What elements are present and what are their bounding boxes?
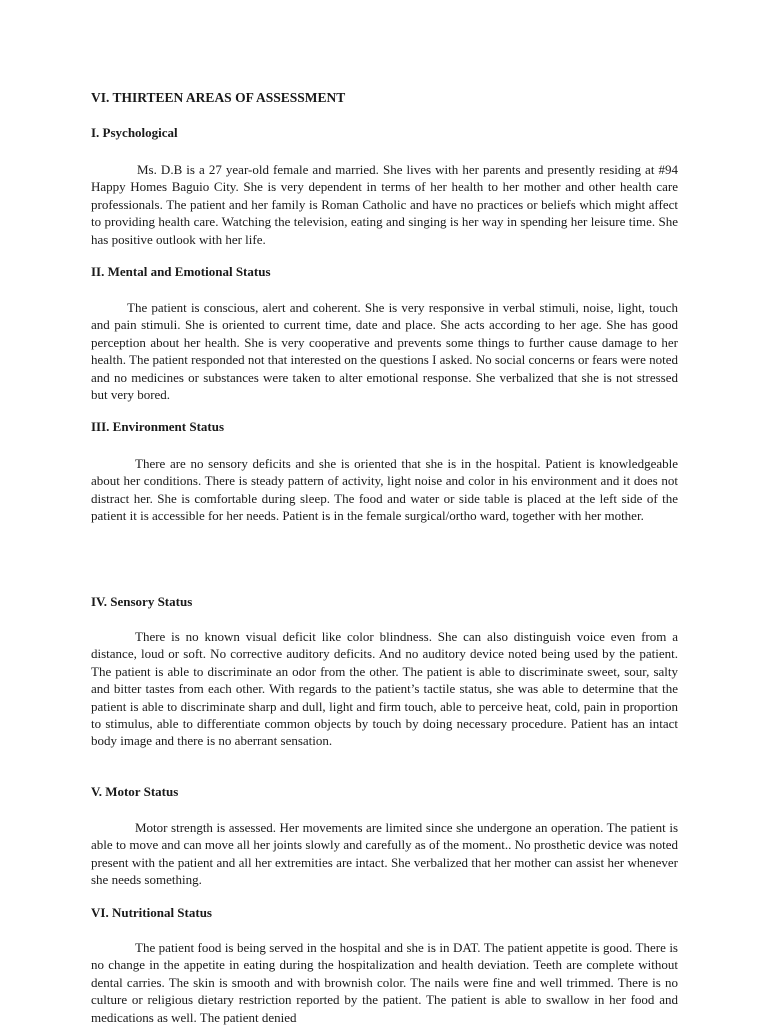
- document-title: VI. THIRTEEN AREAS OF ASSESSMENT: [91, 90, 346, 105]
- section-heading-environment: III. Environment Status: [91, 419, 225, 434]
- section-heading-nutritional: VI. Nutritional Status: [91, 905, 212, 920]
- section-heading-psychological: I. Psychological: [91, 125, 178, 140]
- section-heading-mental-emotional: II. Mental and Emotional Status: [91, 264, 271, 279]
- section-paragraph-psychological: Ms. D.B is a 27 year-old female and married. She lives with her parents and presently residing at #94 Happy Homes Baguio City. She is very dependent in terms of her health to her mother and other health care professionals. The patient and her family is Roman Catholic and have no practices or beliefs which might affect to providing health care. Watching the television, eating and singing is her way in spending her leisure time. She has positive outlook with her life.: [91, 162, 678, 247]
- section-paragraph-nutritional: The patient food is being served in the hospital and she is in DAT. The patient appetite is good. There is no change in the appetite in eating during the hospitalization and health deviation. Teeth are complete without dental carries. The skin is smooth and with brownish color. The nails were fine and well trimmed. There is no culture or religious dietary restriction reported by the patient. The patient is able to swallow in her food and medications as well. The patient denied: [91, 940, 678, 1025]
- section-paragraph-motor: Motor strength is assessed. Her movements are limited since she undergone an operation. The patient is able to move and can move all her joints slowly and carefully as of the moment.. No prosthetic device was noted present with the patient and all her extremities are intact. She verbalized that her mother can assist her whenever she needs something.: [91, 820, 678, 888]
- section-paragraph-mental-emotional: The patient is conscious, alert and coherent. She is very responsive in verbal stimuli, noise, light, touch and pain stimuli. She is oriented to current time, date and place. She acts according to her age. She has good perception about her health. She is very cooperative and prevents some things to further cause damage to her health. The patient responded not that interested on the questions I asked. No social concerns or fears were noted and no medicines or substances were taken to alter emotional response. She verbalized that she is not stressed but very bored.: [91, 300, 678, 403]
- section-paragraph-sensory: There is no known visual deficit like color blindness. She can also distinguish voice even from a distance, loud or soft. No corrective auditory deficits. And no auditory device noted being used by the patient. The patient is able to discriminate an odor from the other. The patient is able to discriminate sweet, sour, salty and bitter tastes from each other. With regards to the patient’s tactile status, she was able to determine that the patient is able to discriminate sharp and dull, light and firm touch, able to perceive heat, cold, pain in proportion to stimulus, able to differentiate common objects by touch by doing necessary procedure. Patient has an intact body image and there is no aberrant sensation.: [91, 629, 678, 749]
- section-heading-sensory: IV. Sensory Status: [91, 594, 193, 609]
- section-paragraph-environment: There are no sensory deficits and she is oriented that she is in the hospital. Patient is knowledgeable about her conditions. There is steady pattern of activity, light noise and color in his environment and it does not distract her. She is comfortable during sleep. The food and water or side table is placed at the left side of the patient it is accessible for her needs. Patient is in the female surgical/ortho ward, together with her mother.: [91, 456, 678, 524]
- section-heading-motor: V. Motor Status: [91, 784, 179, 799]
